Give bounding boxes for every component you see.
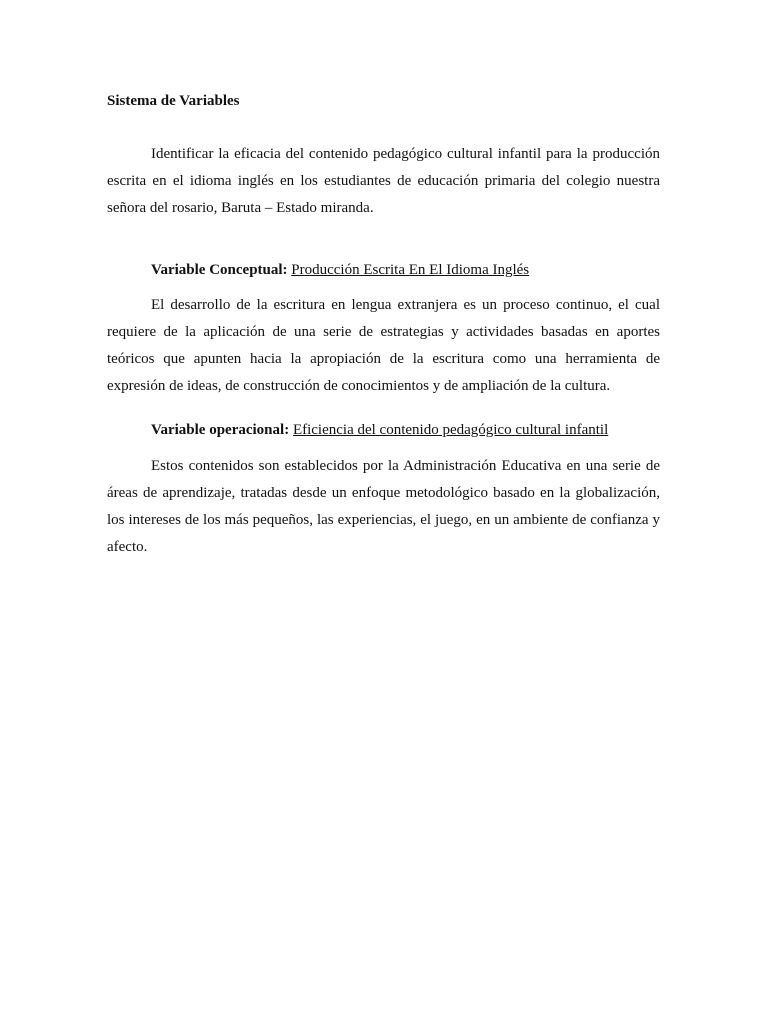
variable-conceptual-description: El desarrollo de la escritura en lengua extranjera es un proceso continuo, el cual requiere de la aplicación de una serie de estrategias y actividades basadas en aportes teóricos que apunten hacia la apropiación de la escritura como una herramienta de expresión de ideas, de construcción de conocimientos y de ampliación de la cultura. [107,297,660,394]
variable-conceptual-label: Variable Conceptual: [151,262,288,278]
document-page [107,88,660,561]
variable-conceptual-heading [107,257,660,284]
variable-operacional-value: Eficiencia del contenido pedagógico cultural infantil [292,422,609,438]
variable-conceptual-value: Producción Escrita En El Idioma Inglés [291,262,530,278]
intro-paragraph: Identificar la eficacia del contenido pedagógico cultural infantil para la producción escrita en el idioma inglés en los estudiantes de educación primaria del colegio nuestra señora del rosario, Baruta – Estado miranda. [107,146,660,216]
document-title: Sistema de Variables [107,93,240,109]
variable-operacional-heading [107,417,660,444]
variable-operacional-description: Estos contenidos son establecidos por la Administración Educativa en una serie de áreas de aprendizaje, tratadas desde un enfoque metodológico basado en la globalización, los intereses de los más pequeños, las experiencias, el juego, en un ambiente de confianza y afecto. [107,458,660,555]
variable-operacional-label: Variable operacional: [151,422,290,438]
